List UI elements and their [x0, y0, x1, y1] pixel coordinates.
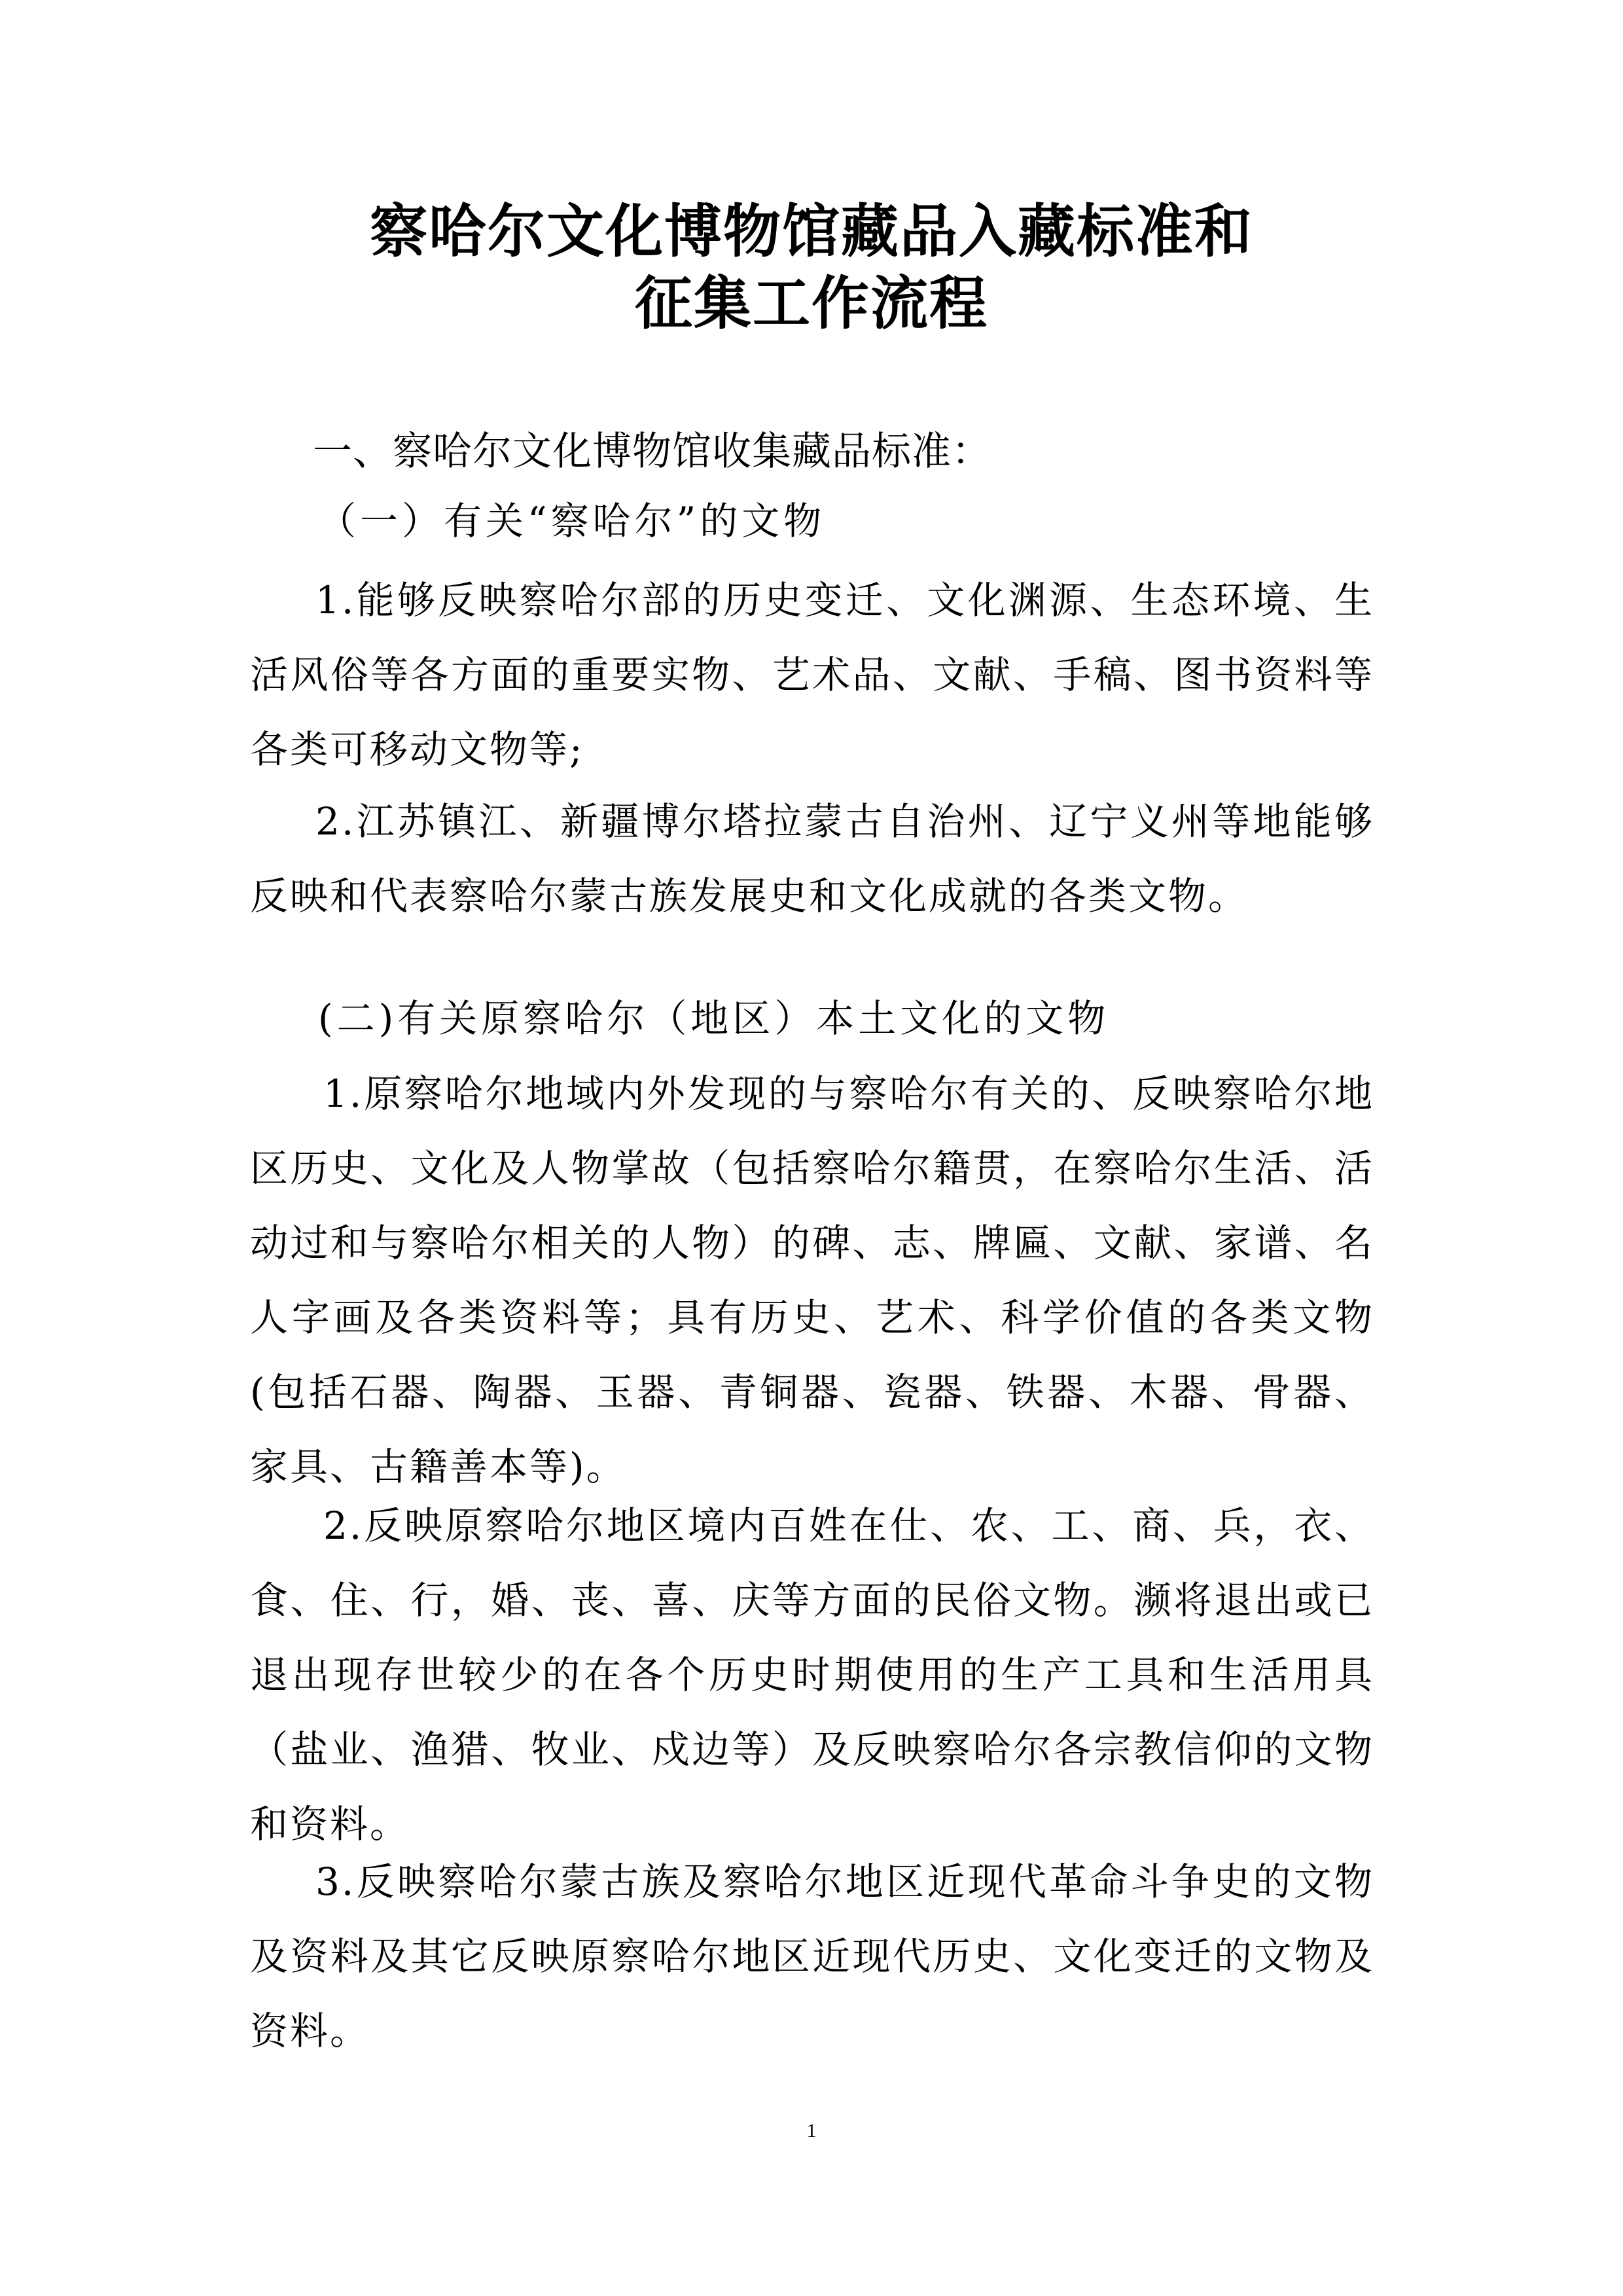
page-number: 1 — [806, 2120, 817, 2142]
paragraph-1-2: 2.江苏镇江、新疆博尔塔拉蒙古自治州、辽宁义州等地能够反映和代表察哈尔蒙古族发展史和文化成就的各类文物。 — [250, 799, 1374, 918]
paragraph-1-1: 1.能够反映察哈尔部的历史变迁、文化渊源、生态环境、生活风俗等各方面的重要实物、艺术品、文献、手稿、图书资料等各类可移动文物等; — [250, 578, 1374, 772]
subsection-heading-2: (二)有关原察哈尔（地区）本土文化的文物 — [318, 996, 1110, 1041]
subsection-heading-1: （一）有关“察哈尔”的文物 — [318, 499, 826, 543]
section-heading: 一、察哈尔文化博物馆收集藏品标准： — [313, 429, 991, 475]
document-title-line-1: 察哈尔文化博物馆藏品入藏标准和 — [369, 197, 1253, 265]
paragraph-2-1: 1.原察哈尔地域内外发现的与察哈尔有关的、反映察哈尔地区历史、文化及人物掌故（包括察哈尔籍贯，在察哈尔生活、活动过和与察哈尔相关的人物）的碑、志、牌匾、文献、家谱、名人字画及各类资料等；具有历史、艺术、科学价值的各类文物(包括石器、陶器、玉器、青铜器、瓷器、铁器、木器、骨器、家具、古籍善本等)。 — [250, 1071, 1374, 1489]
paragraph-2-2: 2.反映原察哈尔地区境内百姓在仕、农、工、商、兵，衣、食、住、行，婚、丧、喜、庆等方面的民俗文物。濒将退出或已退出现存世较少的在各个历史时期使用的生产工具和生活用具（盐业、渔猎、牧业、戍边等）及反映察哈尔各宗教信仰的文物和资料。 — [250, 1503, 1374, 1846]
document-title-line-2: 征集工作流程 — [634, 269, 988, 337]
paragraph-2-3: 3.反映察哈尔蒙古族及察哈尔地区近现代革命斗争史的文物及资料及其它反映原察哈尔地区近现代历史、文化变迁的文物及资料。 — [250, 1859, 1374, 2053]
